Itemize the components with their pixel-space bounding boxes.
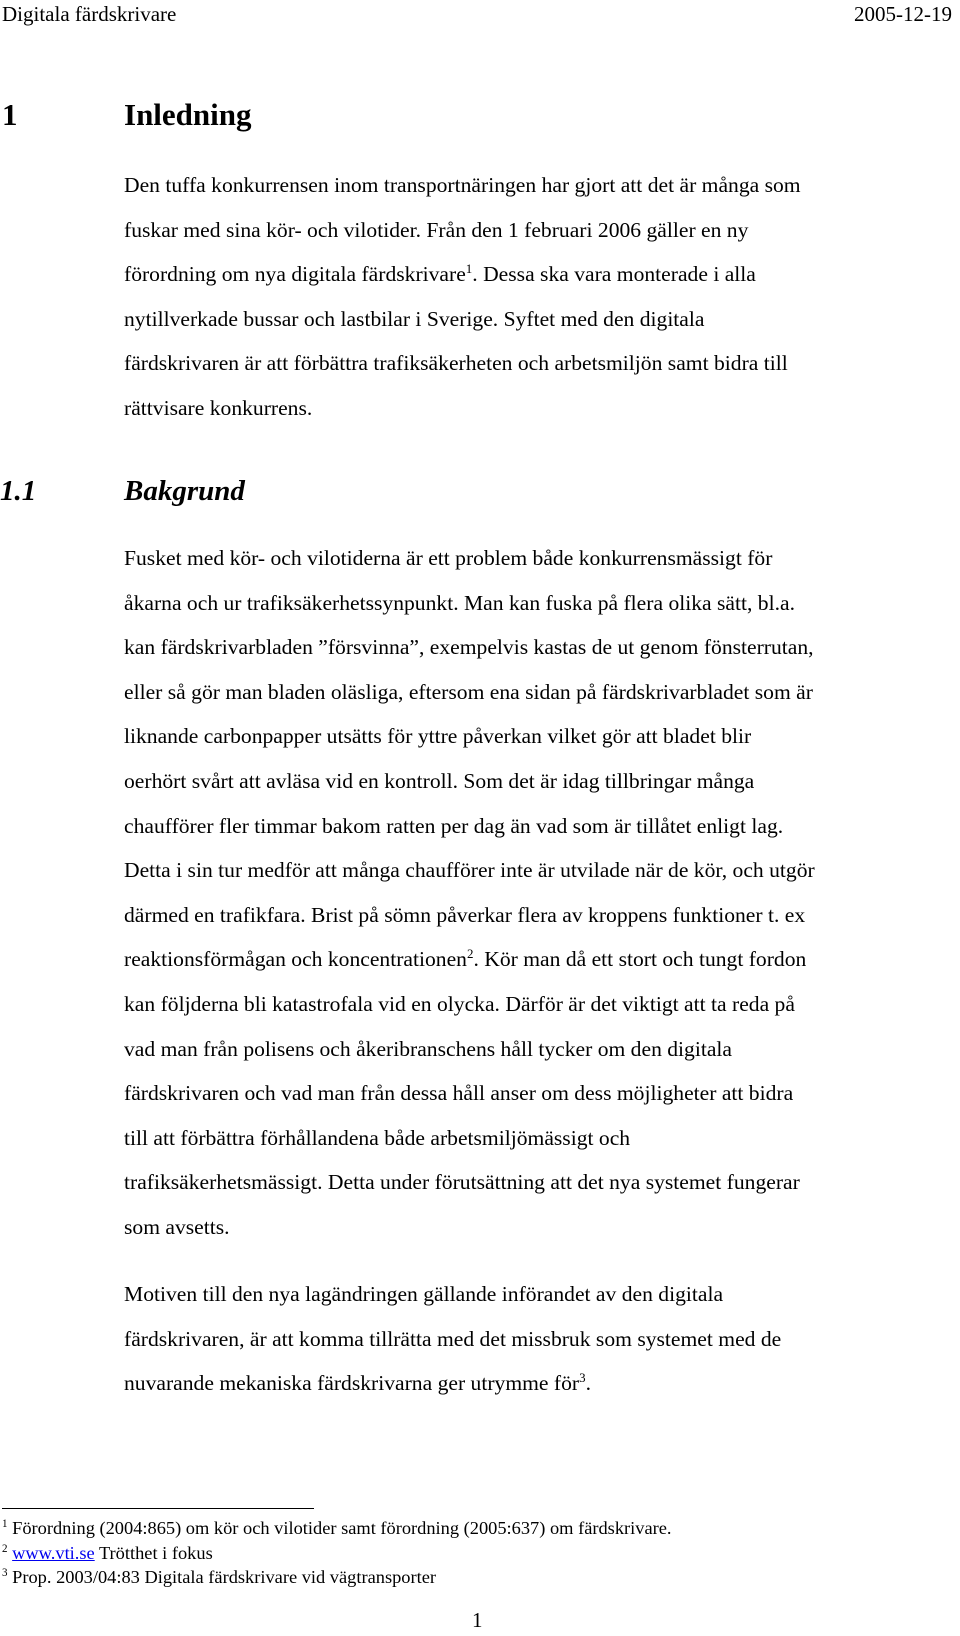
text-line: som avsetts. (124, 1214, 230, 1239)
background-paragraph (124, 536, 960, 1250)
section-title: Inledning (124, 97, 252, 132)
text-line: Motiven till den nya lagändringen gällande införandet av den digitala (124, 1282, 724, 1306)
text-line: Fusket med kör- och vilotiderna är ett problem både konkurrensmässigt för (124, 546, 773, 570)
section-number: 1 (2, 97, 18, 132)
footnote-text: Prop. 2003/04:83 Digitala färdskrivare vid vägtransporter (12, 1567, 437, 1587)
text-line: trafiksäkerhetsmässigt. Detta under förutsättning att det nya systemet fungerar (124, 1170, 800, 1195)
text-line (124, 252, 960, 297)
text-line: eller så gör man bladen oläsliga, eftersom ena sidan på färdskrivarbladet som är (124, 679, 813, 704)
footnotes (2, 1516, 672, 1590)
text-line: åkarna och ur trafiksäkerhetssynpunkt. Man kan fuska på flera olika sätt, bl.a. (124, 590, 795, 615)
footnote-mark: 2 (2, 1542, 8, 1555)
text-line: liknande carbonpapper utsätts för yttre påverkan vilket gör att bladet blir (124, 724, 752, 749)
text-line: oerhört svårt att avläsa vid en kontroll. Som det är idag tillbringar många (124, 768, 755, 793)
text-line: fuskar med sina kör- och vilotider. Från den 1 februari 2006 gäller en ny (124, 217, 749, 242)
text-line: Den tuffa konkurrensen inom transportnäringen har gjort att det är många som (124, 173, 801, 197)
motives-paragraph (124, 1272, 960, 1406)
page-header (2, 2, 952, 32)
footnote-text: Förordning (2004:865) om kör och vilotider samt förordning (2005:637) om färdskrivare. (12, 1518, 672, 1538)
text-line (124, 937, 960, 982)
footnote-separator (2, 1508, 314, 1509)
text-line (124, 1361, 960, 1406)
text-line: Detta i sin tur medför att många chaufförer inte är utvilade när de kör, och utgör (124, 858, 815, 883)
vti-link[interactable]: www.vti.se (12, 1542, 95, 1563)
footnote-mark: 3 (2, 1566, 8, 1579)
document-date: 2005-12-19 (854, 2, 952, 26)
text-fragment: nuvarande mekaniska färdskrivarna ger utrymme för (124, 1371, 580, 1396)
text-line: chaufförer fler timmar bakom ratten per dag än vad som är tillåtet enligt lag. (124, 813, 784, 838)
intro-paragraph (124, 163, 960, 431)
footnote-mark: 1 (2, 1517, 8, 1530)
text-line: rättvisare konkurrens. (124, 395, 313, 420)
text-fragment: reaktionsförmågan och koncentrationen (124, 947, 467, 972)
text-line: färdskrivaren, är att komma tillrätta med det missbruk som systemet med de (124, 1326, 782, 1351)
text-line: vad man från polisens och åkeribranschens håll tycker om den digitala (124, 1036, 733, 1061)
text-fragment: förordning om nya digitala färdskrivare (124, 262, 466, 287)
page-number: 1 (472, 1608, 483, 1632)
text-fragment: . Kör man då ett stort och tungt fordon (473, 947, 807, 972)
section-heading-bakgrund (0, 474, 245, 509)
text-line: till att förbättra förhållandena både arbetsmiljömässigt och (124, 1125, 631, 1150)
footnote-reference[interactable]: 2 (466, 946, 474, 962)
text-line: nytillverkade bussar och lastbilar i Sverige. Syftet med den digitala (124, 306, 705, 331)
text-fragment: . (585, 1371, 591, 1396)
footnote-text: Trötthet i fokus (94, 1542, 213, 1563)
footnote-3 (2, 1565, 672, 1590)
section-number: 1.1 (0, 475, 37, 507)
text-line: därmed en trafikfara. Brist på sömn påverkar flera av kroppens funktioner t. ex (124, 902, 806, 927)
text-line: färdskrivaren och vad man från dessa håll anser om dess möjligheter att bidra (124, 1081, 794, 1106)
section-heading-inledning (2, 96, 252, 133)
footnote-reference[interactable]: 3 (579, 1370, 586, 1385)
text-line: kan följderna bli katastrofala vid en olycka. Därför är det viktigt att ta reda på (124, 991, 795, 1016)
document-title: Digitala färdskrivare (2, 2, 177, 26)
text-fragment: . Dessa ska vara monterade i alla (472, 262, 756, 287)
footnote-1 (2, 1516, 672, 1541)
text-line: kan färdskrivarbladen ”försvinna”, exempelvis kastas de ut genom fönsterrutan, (124, 635, 814, 660)
footnote-2 (2, 1541, 672, 1566)
text-line: färdskrivaren är att förbättra trafiksäkerheten och arbetsmiljön samt bidra till (124, 351, 788, 376)
footnote-reference[interactable]: 1 (465, 261, 473, 276)
section-title: Bakgrund (124, 475, 245, 507)
